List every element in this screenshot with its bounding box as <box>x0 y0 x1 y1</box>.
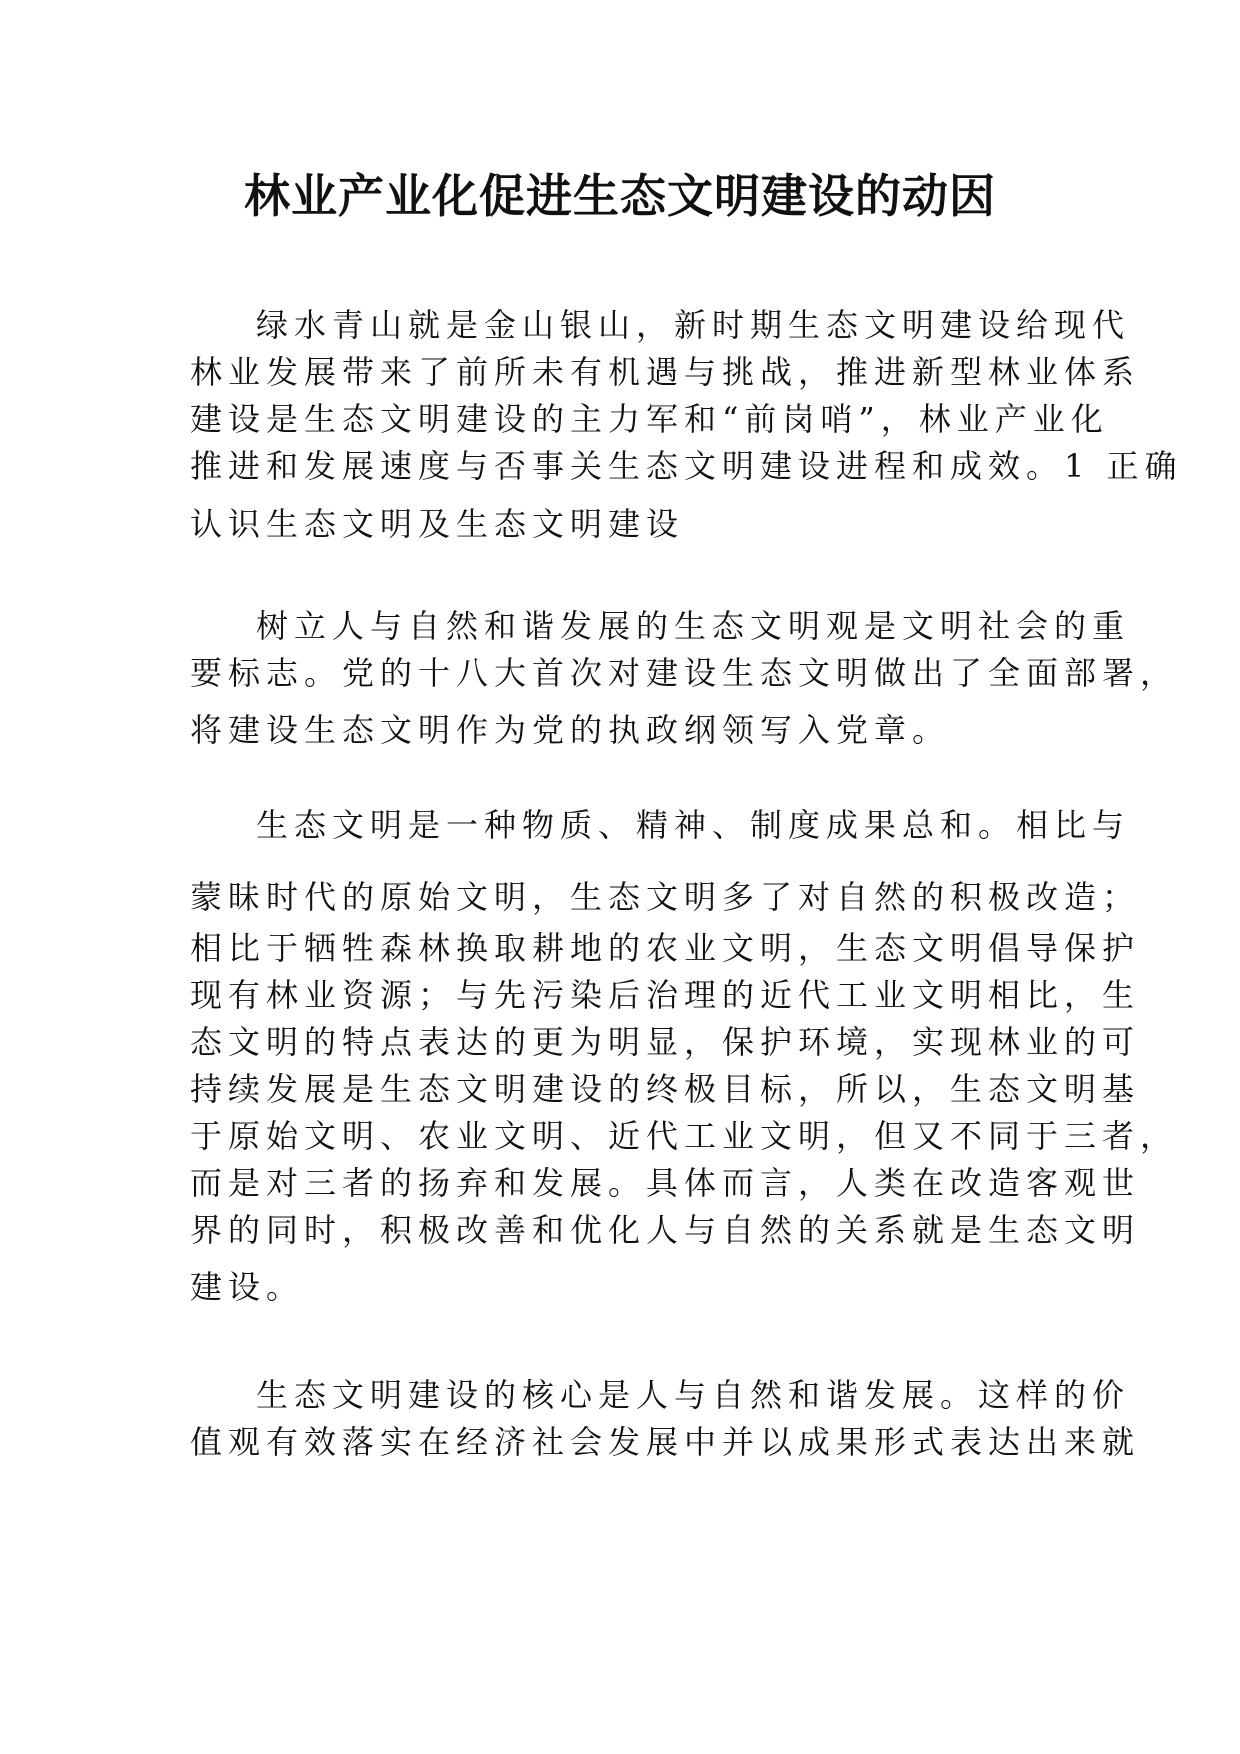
paragraph-4-line-4: 态文明的特点表达的更为明显，保护环境，实现林业的可 <box>190 1023 1141 1061</box>
paragraph-4-line-7: 而是对三者的扬弃和发展。具体而言，人类在改造客观世 <box>190 1164 1141 1202</box>
document-title: 林业产业化促进生态文明建设的动因 <box>244 169 996 223</box>
paragraph-4-line-9: 建设。 <box>190 1268 305 1306</box>
paragraph-1-line-1: 绿水青山就是金山银山，新时期生态文明建设给现代 <box>256 306 1131 344</box>
paragraph-1-line-2: 林业发展带来了前所未有机遇与挑战，推进新型林业体系 <box>190 353 1141 391</box>
paragraph-1-line-4: 推进和发展速度与否事关生态文明建设进程和成效。1 正确 <box>190 447 1183 485</box>
paragraph-5-line-2: 值观有效落实在经济社会发展中并以成果形式表达出来就 <box>190 1423 1141 1461</box>
paragraph-5-line-1: 生态文明建设的核心是人与自然和谐发展。这样的价 <box>256 1376 1131 1414</box>
paragraph-3-line-1: 生态文明是一种物质、精神、制度成果总和。相比与 <box>256 806 1131 844</box>
paragraph-2-line-1: 树立人与自然和谐发展的生态文明观是文明社会的重 <box>256 607 1131 645</box>
paragraph-1-line-3: 建设是生态文明建设的主力军和“前岗哨”，林业产业化 <box>190 400 1109 438</box>
paragraph-2-line-2: 要标志。党的十八大首次对建设生态文明做出了全面部署， <box>190 654 1179 692</box>
paragraph-2-line-3: 将建设生态文明作为党的执政纲领写入党章。 <box>190 711 951 749</box>
paragraph-4-line-5: 持续发展是生态文明建设的终极目标，所以，生态文明基 <box>190 1070 1141 1108</box>
paragraph-4-line-8: 界的同时，积极改善和优化人与自然的关系就是生态文明 <box>190 1211 1141 1249</box>
paragraph-4-line-3: 现有林业资源；与先污染后治理的近代工业文明相比，生 <box>190 976 1141 1014</box>
paragraph-4-line-6: 于原始文明、农业文明、近代工业文明，但又不同于三者， <box>190 1117 1179 1155</box>
paragraph-1-line-5: 认识生态文明及生态文明建设 <box>190 505 685 543</box>
paragraph-4-line-2: 相比于牺牲森林换取耕地的农业文明，生态文明倡导保护 <box>190 929 1141 967</box>
paragraph-4-line-1: 蒙昧时代的原始文明，生态文明多了对自然的积极改造； <box>190 878 1141 916</box>
